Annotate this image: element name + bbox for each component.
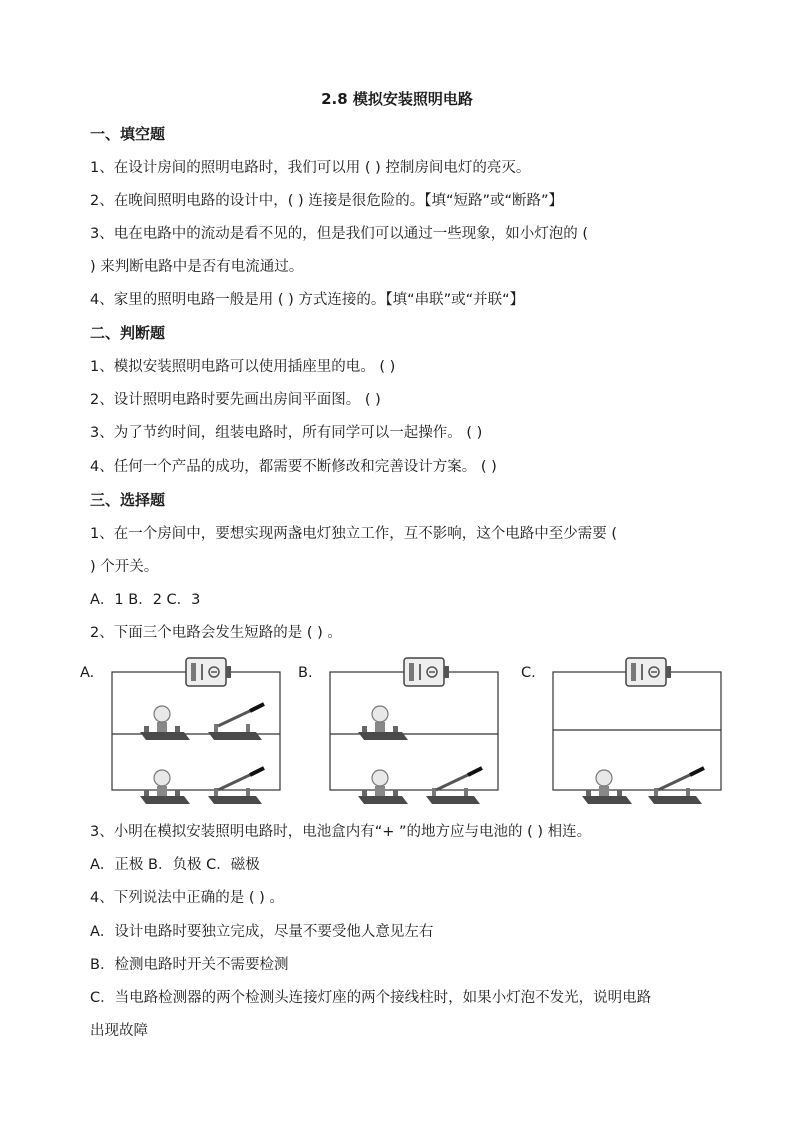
figure-label-c: C. xyxy=(521,665,536,681)
switch-icon xyxy=(208,768,264,804)
section-heading-true-false: 二、判断题 xyxy=(90,324,166,342)
question-line: ) 来判断电路中是否有电流通过。 xyxy=(90,259,304,275)
question-line: ) 个开关。 xyxy=(90,559,159,575)
bulb-icon xyxy=(140,770,190,804)
switch-icon xyxy=(648,768,704,804)
option-line: 出现故障 xyxy=(90,1023,148,1039)
page-title: 2.8 模拟安装照明电路 xyxy=(321,90,473,108)
section-heading-choice: 三、选择题 xyxy=(90,491,166,509)
bulb-icon xyxy=(582,770,632,804)
question-line: 4、家里的照明电路一般是用 ( ) 方式连接的。【填“串联”或“并联“】 xyxy=(90,292,525,308)
circuit-c xyxy=(553,658,721,804)
option-line: B．检测电路时开关不需要检测 xyxy=(90,957,289,973)
question-line: 1、在一个房间中，要想实现两盏电灯独立工作，互不影响，这个电路中至少需要 ( xyxy=(90,526,617,542)
question-line: 1、在设计房间的照明电路时，我们可以用 ( ) 控制房间电灯的亮灭。 xyxy=(90,160,531,176)
circuit-figures xyxy=(0,652,794,812)
option-line: C．当电路检测器的两个检测头连接灯座的两个接线柱时，如果小灯泡不发光，说明电路 xyxy=(90,990,652,1006)
switch-icon xyxy=(426,768,482,804)
option-line: A．设计电路时要独立完成，尽量不要受他人意见左右 xyxy=(90,924,434,940)
bulb-icon xyxy=(358,770,408,804)
section-heading-fill-blank: 一、填空题 xyxy=(90,125,166,143)
question-line: 1、模拟安装照明电路可以使用插座里的电。 ( ) xyxy=(90,359,396,375)
question-line: 4、任何一个产品的成功，都需要不断修改和完善设计方案。 ( ) xyxy=(90,459,497,475)
question-line: 2、在晚间照明电路的设计中，( ) 连接是很危险的。【填“短路”或“断路”】 xyxy=(90,193,564,209)
question-line: 2、设计照明电路时要先画出房间平面图。 ( ) xyxy=(90,392,381,408)
bulb-icon xyxy=(140,706,190,740)
switch-icon xyxy=(208,704,264,740)
question-line: 4、下列说法中正确的是 ( ) 。 xyxy=(90,890,284,906)
question-line: 2、下面三个电路会发生短路的是 ( ) 。 xyxy=(90,625,342,641)
option-line: A．正极 B．负极 C．磁极 xyxy=(90,857,260,873)
option-line: A．1 B．2 C．3 xyxy=(90,592,201,608)
question-line: 3、小明在模拟安装照明电路时，电池盒内有“+ ”的地方应与电池的 ( ) 相连。 xyxy=(90,824,592,840)
figure-label-b: B. xyxy=(298,665,313,681)
question-line: 3、电在电路中的流动是看不见的，但是我们可以通过一些现象，如小灯泡的 ( xyxy=(90,226,588,242)
question-line: 3、为了节约时间，组装电路时，所有同学可以一起操作。 ( ) xyxy=(90,425,483,441)
circuit-b xyxy=(330,658,498,804)
circuit-a xyxy=(112,658,280,804)
figure-label-a: A. xyxy=(80,665,95,681)
bulb-icon xyxy=(358,706,408,740)
